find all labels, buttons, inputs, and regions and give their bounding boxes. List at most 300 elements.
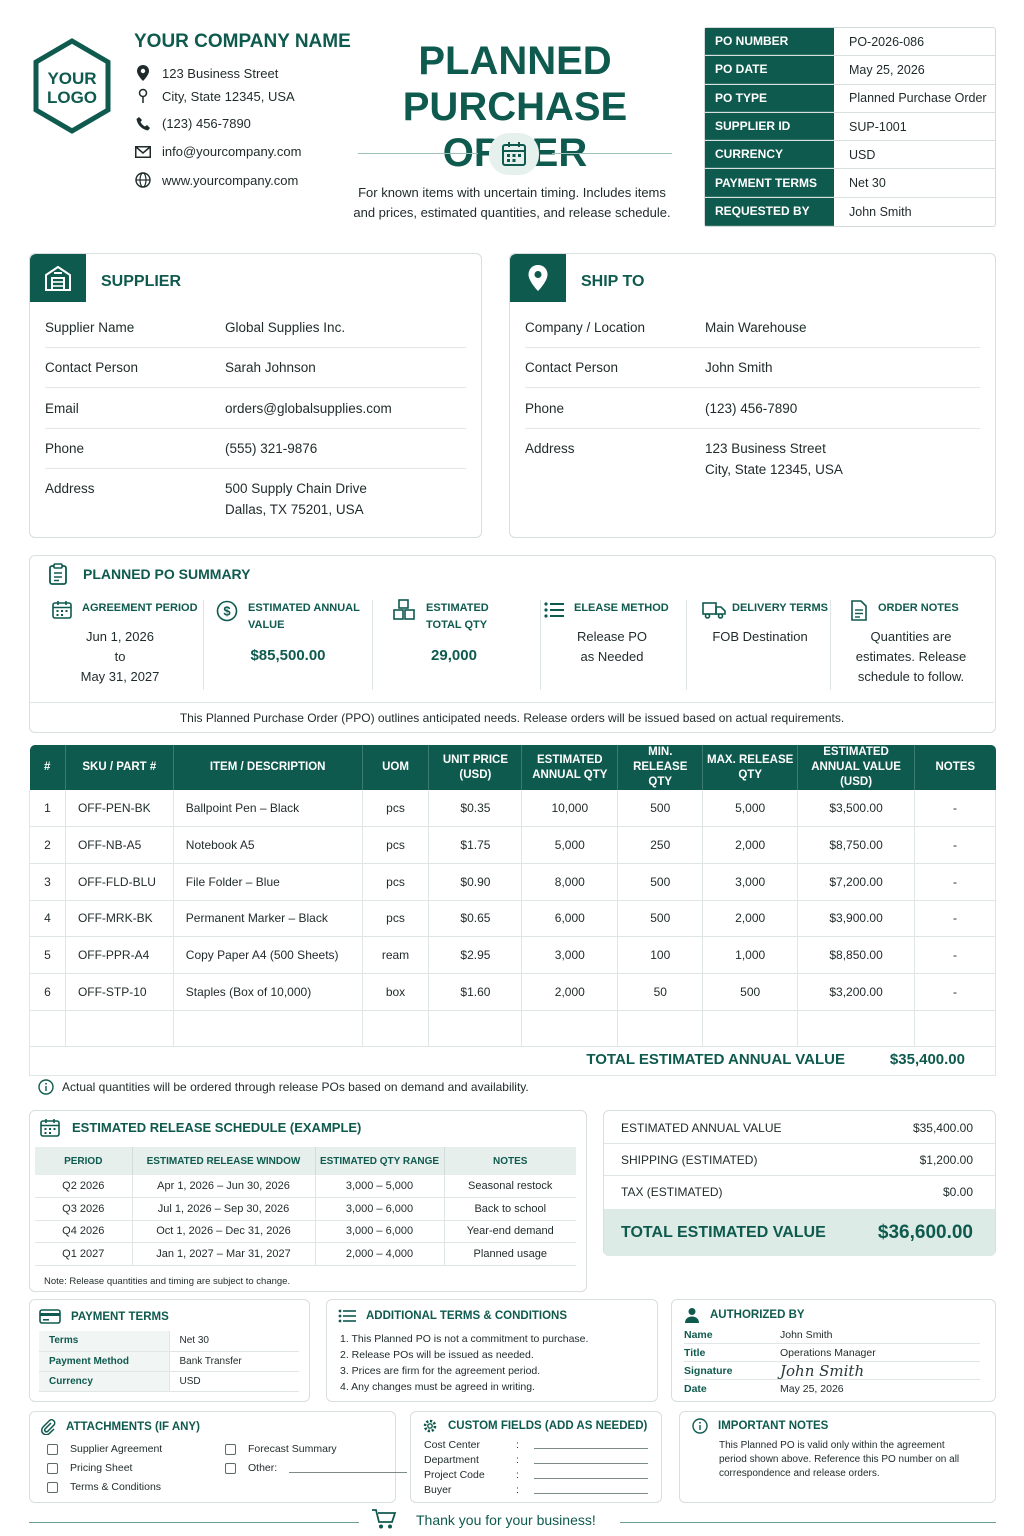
checkbox-box[interactable]	[47, 1463, 58, 1474]
cell: OFF-NB-A5	[65, 827, 173, 864]
auth-date: May 25, 2026	[780, 1383, 844, 1395]
attachment-label: Pricing Sheet	[70, 1462, 133, 1474]
ship-to-row	[525, 438, 980, 480]
ship-to-value: John Smith	[705, 360, 773, 375]
custom-field-separator: :	[516, 1439, 519, 1451]
schedule-header-row	[35, 1147, 576, 1175]
cell: $0.90	[429, 863, 522, 900]
company-city: City, State 12345, USA	[162, 88, 295, 104]
order-notes-line1: Quantities are	[870, 629, 952, 644]
supplier-address-line1: 500 Supply Chain Drive	[225, 481, 367, 496]
dollar-icon	[216, 600, 238, 622]
agreement-to: May 31, 2027	[80, 669, 160, 684]
supplier-value: orders@globalsupplies.com	[225, 401, 392, 416]
totals-label: SHIPPING (ESTIMATED)	[621, 1152, 758, 1167]
divider	[372, 600, 373, 690]
cell: Jan 1, 2027 – Mar 31, 2027	[132, 1243, 315, 1266]
release-method-value	[542, 627, 682, 667]
cell: OFF-PPR-A4	[65, 937, 173, 974]
release-schedule-title: ESTIMATED RELEASE SCHEDULE (EXAMPLE)	[72, 1120, 362, 1135]
table-row	[39, 1331, 299, 1351]
column-header: #	[30, 745, 66, 790]
cell: Back to school	[444, 1198, 576, 1221]
title-divider-right	[552, 153, 672, 154]
document-subtitle: For known items with uncertain timing. Includes items and prices, estimated quantities, and release schedule.	[353, 185, 671, 220]
terms-line: 1. This Planned PO is not a commitment to purchase.	[340, 1333, 589, 1345]
cell: Q4 2026	[35, 1220, 132, 1243]
cell: $1.60	[429, 973, 522, 1010]
po-info-key: REQUESTED BY	[705, 198, 834, 226]
column-header: ESTIMATED ANNUAL QTY	[522, 745, 618, 790]
map-pin-icon	[134, 65, 152, 81]
attachment-label: Forecast Summary	[248, 1443, 337, 1455]
ship-to-row	[525, 357, 980, 378]
cell: Payment Method	[39, 1351, 169, 1371]
custom-field-label: Cost Center	[424, 1439, 481, 1451]
company-email-row	[134, 144, 301, 159]
quantities-note-text: Actual quantities will be ordered through release POs based on demand and availability.	[62, 1080, 529, 1094]
attachment-checkbox[interactable]	[47, 1481, 161, 1493]
svg-text:$: $	[223, 603, 231, 619]
footer-thanks: Thank you for your business!	[416, 1512, 596, 1528]
items-table	[29, 745, 996, 1047]
credit-card-icon	[39, 1309, 61, 1324]
cell: 6	[30, 973, 66, 1010]
important-notes-title: IMPORTANT NOTES	[718, 1420, 829, 1432]
attachment-label: Other:	[248, 1462, 278, 1474]
order-notes-line2: estimates. Release	[855, 649, 967, 664]
supplier-key: Phone	[45, 441, 85, 456]
cell: OFF-FLD-BLU	[65, 863, 173, 900]
custom-field-label: Department	[424, 1454, 479, 1466]
cell: OFF-STP-10	[65, 973, 173, 1010]
table-row	[39, 1351, 299, 1371]
po-info-row	[705, 113, 995, 141]
custom-field-input[interactable]	[534, 1439, 648, 1449]
checkbox-box[interactable]	[225, 1463, 236, 1474]
attachments-title: ATTACHMENTS (IF ANY)	[66, 1421, 200, 1433]
cell: box	[362, 973, 429, 1010]
ship-to-address-line1: 123 Business Street	[705, 441, 826, 456]
totals-value: $0.00	[942, 1185, 973, 1199]
po-info-row	[705, 56, 995, 84]
items-total-row	[29, 1046, 996, 1076]
estimated-qty-label-line1: ESTIMATED	[426, 602, 489, 614]
authorized-by-heading	[684, 1307, 805, 1323]
terms-line: 3. Prices are firm for the agreement period.	[340, 1365, 541, 1377]
logo-text-line2: LOGO	[46, 88, 98, 107]
order-notes-label: ORDER NOTES	[878, 602, 959, 614]
table-row	[30, 863, 996, 900]
cell: -	[915, 863, 996, 900]
supplier-value: (555) 321-9876	[225, 441, 318, 456]
cell: 8,000	[522, 863, 618, 900]
supplier-card	[29, 253, 482, 538]
divider	[525, 347, 980, 348]
authorized-by-title: AUTHORIZED BY	[710, 1309, 805, 1321]
calendar-icon	[40, 1118, 60, 1137]
supplier-title: SUPPLIER	[101, 273, 182, 290]
cell: 2,000 – 4,000	[315, 1243, 444, 1266]
release-method-line2: as Needed	[580, 649, 644, 664]
terms-line: 4. Any changes must be agreed in writing.	[340, 1381, 535, 1393]
cell: 500	[618, 863, 703, 900]
custom-field-row	[424, 1439, 648, 1451]
document-icon	[850, 600, 868, 621]
po-info-row	[705, 169, 995, 197]
table-row	[35, 1175, 576, 1198]
cell: Ballpoint Pen – Black	[173, 790, 362, 827]
summary-title: PLANNED PO SUMMARY	[83, 566, 251, 582]
attachment-label: Terms & Conditions	[70, 1481, 162, 1493]
totals-row	[604, 1144, 995, 1176]
cell: 100	[618, 937, 703, 974]
table-row	[35, 1243, 576, 1266]
auth-row	[684, 1380, 980, 1398]
cell: 50	[618, 973, 703, 1010]
divider	[540, 600, 541, 690]
cell: OFF-MRK-BK	[65, 900, 173, 937]
supplier-value: Global Supplies Inc.	[225, 320, 346, 335]
po-info-key: PO NUMBER	[705, 28, 834, 55]
cell: USD	[169, 1371, 299, 1391]
supplier-key: Supplier Name	[45, 320, 135, 335]
po-info-value: SUP-1001	[849, 119, 907, 134]
cell: -	[915, 937, 996, 974]
ship-to-address-line2: City, State 12345, USA	[705, 462, 843, 477]
custom-field-row	[424, 1469, 648, 1481]
attachment-label: Supplier Agreement	[70, 1443, 163, 1455]
custom-field-separator: :	[516, 1454, 519, 1466]
cell: 1,000	[703, 937, 798, 974]
location-marker-icon	[134, 88, 152, 104]
checkbox-box[interactable]	[47, 1482, 58, 1493]
ship-to-value: Main Warehouse	[705, 320, 807, 335]
supplier-address	[225, 478, 466, 520]
cell: Notebook A5	[173, 827, 362, 864]
cell: -	[915, 973, 996, 1010]
signature: John Smith	[780, 1361, 865, 1380]
cell: -	[915, 790, 996, 827]
cell: Q2 2026	[35, 1175, 132, 1198]
attachment-checkbox[interactable]	[47, 1462, 132, 1474]
supplier-value: Sarah Johnson	[225, 360, 316, 375]
cell: 2,000	[703, 900, 798, 937]
ship-to-key: Contact Person	[525, 360, 619, 375]
company-logo	[32, 38, 112, 134]
cell: ream	[362, 937, 429, 974]
shopping-cart-icon	[371, 1508, 397, 1530]
estimated-value-label-line2: VALUE	[248, 619, 285, 631]
cell: $8,750.00	[798, 827, 915, 864]
table-row	[30, 790, 996, 827]
column-header: ESTIMATED RELEASE WINDOW	[132, 1147, 315, 1175]
release-schedule-table	[35, 1147, 576, 1266]
po-info-value: USD	[849, 147, 876, 162]
po-info-key: PAYMENT TERMS	[705, 169, 834, 196]
divider	[45, 387, 466, 388]
po-info-value: PO-2026-086	[849, 34, 925, 49]
auth-row	[684, 1344, 980, 1362]
divider	[525, 428, 980, 429]
payment-terms-heading	[39, 1309, 169, 1324]
list-icon	[544, 602, 564, 618]
divider	[45, 428, 466, 429]
agreement-period-value	[50, 627, 190, 687]
cell: 3,000	[703, 863, 798, 900]
company-street: 123 Business Street	[162, 65, 279, 81]
ship-to-row	[525, 317, 980, 338]
column-header: PERIOD	[35, 1147, 132, 1175]
custom-field-row	[424, 1484, 648, 1496]
column-header: ESTIMATED QTY RANGE	[315, 1147, 444, 1175]
supplier-row	[45, 438, 466, 459]
logo-text-line1: YOUR	[47, 69, 97, 88]
info-icon	[38, 1079, 54, 1095]
cell: pcs	[362, 863, 429, 900]
order-notes-value	[840, 627, 982, 687]
totals-label: TAX (ESTIMATED)	[621, 1185, 723, 1199]
paperclip-icon	[40, 1419, 56, 1435]
cell: $7,200.00	[798, 863, 915, 900]
location-pin-icon	[510, 254, 566, 302]
estimated-value: $85,500.00	[250, 647, 326, 664]
truck-icon	[702, 602, 726, 619]
totals-row	[604, 1112, 995, 1144]
cell: 1	[30, 790, 66, 827]
total-annual-label: TOTAL ESTIMATED ANNUAL VALUE	[586, 1051, 845, 1068]
totals-card	[603, 1110, 996, 1256]
table-row	[30, 827, 996, 864]
cell: Permanent Marker – Black	[173, 900, 362, 937]
cell: Currency	[39, 1371, 169, 1391]
po-info-row	[705, 198, 995, 226]
other-input-line[interactable]	[289, 1463, 407, 1473]
ship-to-key: Company / Location	[525, 320, 646, 335]
table-row	[39, 1371, 299, 1391]
items-header-row	[30, 745, 996, 790]
po-info-key: PO DATE	[705, 56, 834, 83]
payment-terms-table	[39, 1331, 299, 1392]
custom-field-label: Buyer	[424, 1484, 452, 1496]
attachment-checkbox[interactable]	[47, 1443, 162, 1455]
totals-label: ESTIMATED ANNUAL VALUE	[621, 1120, 782, 1135]
po-info-value: Planned Purchase Order	[849, 91, 987, 106]
cell: 5,000	[703, 790, 798, 827]
cell: 500	[618, 900, 703, 937]
table-row-empty	[30, 1010, 996, 1047]
payment-terms-title: PAYMENT TERMS	[71, 1310, 169, 1323]
cell: Bank Transfer	[169, 1351, 299, 1371]
po-info-table	[704, 27, 996, 227]
custom-field-input[interactable]	[534, 1454, 648, 1464]
company-email[interactable]: info@yourcompany.com	[162, 144, 302, 159]
divider	[45, 347, 466, 348]
cell: $0.65	[429, 900, 522, 937]
column-header: SKU / PART #	[65, 745, 173, 790]
custom-field-separator: :	[516, 1484, 519, 1496]
totals-value: $1,200.00	[919, 1152, 973, 1167]
cell: -	[915, 827, 996, 864]
additional-terms-title: ADDITIONAL TERMS & CONDITIONS	[366, 1310, 568, 1322]
checkbox-box[interactable]	[47, 1444, 58, 1455]
cell: Year-end demand	[444, 1220, 576, 1243]
cell: pcs	[362, 827, 429, 864]
auth-date-label: Date	[684, 1383, 707, 1395]
grand-total-value: $36,600.00	[877, 1221, 973, 1243]
footer-divider-left	[29, 1522, 359, 1523]
important-notes-heading	[692, 1418, 828, 1434]
boxes-icon	[392, 599, 416, 621]
important-notes-text: This Planned PO is valid only within the agreement period shown above. Reference this PO number on all correspondence and release orders.	[719, 1440, 960, 1479]
terms-line: 2. Release POs will be issued as needed.	[340, 1349, 534, 1361]
table-row	[30, 973, 996, 1010]
delivery-terms-label: DELIVERY TERMS	[732, 602, 828, 614]
po-info-row	[705, 28, 995, 56]
supplier-row	[45, 317, 466, 338]
cell: 5	[30, 937, 66, 974]
cell: 3,000 – 5,000	[315, 1175, 444, 1198]
cell: Seasonal restock	[444, 1175, 576, 1198]
company-website-row	[134, 172, 298, 188]
supplier-row	[45, 478, 466, 520]
cell: 4	[30, 900, 66, 937]
list-icon	[338, 1309, 356, 1323]
cell: 3	[30, 863, 66, 900]
supplier-address-line2: Dallas, TX 75201, USA	[225, 502, 364, 517]
po-info-row	[705, 85, 995, 113]
calendar-icon	[489, 133, 539, 175]
company-city-row	[134, 88, 295, 104]
envelope-icon	[134, 146, 152, 158]
cell: 3,000	[522, 937, 618, 974]
cell: $3,200.00	[798, 973, 915, 1010]
attachment-checkbox[interactable]	[225, 1462, 407, 1474]
cell: 2	[30, 827, 66, 864]
info-icon	[692, 1418, 708, 1434]
supplier-row	[45, 398, 466, 419]
estimated-value-label-line1: ESTIMATED ANNUAL	[248, 602, 360, 614]
auth-row	[684, 1326, 980, 1344]
ship-to-card	[509, 253, 996, 538]
column-header: UOM	[362, 745, 429, 790]
company-phone: (123) 456-7890	[162, 116, 251, 131]
cell: Net 30	[169, 1331, 299, 1351]
po-info-key: CURRENCY	[705, 141, 834, 168]
column-header: ESTIMATED ANNUAL VALUE (USD)	[798, 745, 915, 790]
company-name: YOUR COMPANY NAME	[134, 31, 351, 52]
custom-field-input[interactable]	[534, 1484, 648, 1494]
agreement-to-word: to	[114, 649, 126, 664]
user-icon	[684, 1307, 700, 1323]
estimated-qty-label	[426, 600, 489, 634]
cell: -	[915, 900, 996, 937]
custom-field-row	[424, 1454, 648, 1466]
totals-value: $35,400.00	[912, 1120, 973, 1135]
attachments-heading	[40, 1419, 200, 1435]
column-header: UNIT PRICE (USD)	[429, 745, 522, 790]
cell: Planned usage	[444, 1243, 576, 1266]
cell: Copy Paper A4 (500 Sheets)	[173, 937, 362, 974]
ship-to-address	[705, 438, 980, 480]
cell: Staples (Box of 10,000)	[173, 973, 362, 1010]
company-website[interactable]: www.yourcompany.com	[162, 172, 299, 188]
company-street-row	[134, 65, 278, 81]
po-info-key: SUPPLIER ID	[705, 113, 834, 140]
divider	[830, 600, 831, 690]
total-annual-value: $35,400.00	[889, 1051, 965, 1068]
cell: $8,850.00	[798, 937, 915, 974]
footer-divider-right	[620, 1522, 996, 1523]
calendar-icon	[52, 600, 72, 619]
table-row	[35, 1220, 576, 1243]
cell: Q1 2027	[35, 1243, 132, 1266]
grand-total-label: TOTAL ESTIMATED VALUE	[621, 1223, 826, 1241]
ship-to-row	[525, 398, 980, 419]
ship-to-value: (123) 456-7890	[705, 401, 798, 416]
custom-field-separator: :	[516, 1469, 519, 1481]
auth-title-label: Title	[684, 1346, 706, 1359]
estimated-qty-label-line2: TOTAL QTY	[426, 619, 488, 631]
cell: Terms	[39, 1331, 169, 1351]
ship-to-title: SHIP TO	[581, 273, 645, 290]
po-info-value: John Smith	[849, 204, 912, 219]
quantities-note	[38, 1079, 529, 1095]
cell: File Folder – Blue	[173, 863, 362, 900]
custom-field-input[interactable]	[534, 1469, 648, 1479]
agreement-from: Jun 1, 2026	[86, 629, 154, 644]
column-header: NOTES	[915, 745, 996, 790]
table-row	[30, 937, 996, 974]
table-row	[30, 900, 996, 937]
auth-signature-label: Signature	[684, 1364, 733, 1377]
summary-footer-note: This Planned Purchase Order (PPO) outlines anticipated needs. Release orders will be issued based on actual requirements.	[30, 702, 994, 732]
cell: 3,000 – 6,000	[315, 1220, 444, 1243]
auth-title: Operations Manager	[780, 1346, 876, 1359]
divider	[686, 600, 687, 690]
cell: OFF-PEN-BK	[65, 790, 173, 827]
cell: 10,000	[522, 790, 618, 827]
custom-fields-heading	[422, 1418, 647, 1434]
auth-name-label: Name	[684, 1328, 713, 1341]
cell: Jul 1, 2026 – Sep 30, 2026	[132, 1198, 315, 1221]
company-phone-row	[134, 116, 251, 131]
cell: $1.75	[429, 827, 522, 864]
gear-icon	[422, 1418, 438, 1434]
checkbox-box[interactable]	[225, 1444, 236, 1455]
divider	[203, 600, 204, 690]
cell: $3,900.00	[798, 900, 915, 937]
title-line2: PURCHASE	[402, 85, 628, 129]
divider	[525, 387, 980, 388]
cell: 5,000	[522, 827, 618, 864]
attachment-checkbox[interactable]	[225, 1443, 337, 1455]
supplier-key: Contact Person	[45, 360, 139, 375]
supplier-key: Address	[45, 481, 95, 496]
totals-row	[604, 1176, 995, 1208]
cell: $2.95	[429, 937, 522, 974]
clipboard-icon	[48, 563, 68, 585]
release-method-label: ELEASE METHOD	[574, 602, 669, 614]
po-info-row	[705, 141, 995, 169]
phone-icon	[134, 116, 152, 131]
table-row	[35, 1198, 576, 1221]
delivery-terms-value: FOB Destination	[712, 629, 808, 644]
globe-icon	[134, 172, 152, 188]
title-divider-left	[358, 153, 478, 154]
cell: 2,000	[522, 973, 618, 1010]
release-schedule-note: Note: Release quantities and timing are subject to change.	[44, 1276, 291, 1287]
